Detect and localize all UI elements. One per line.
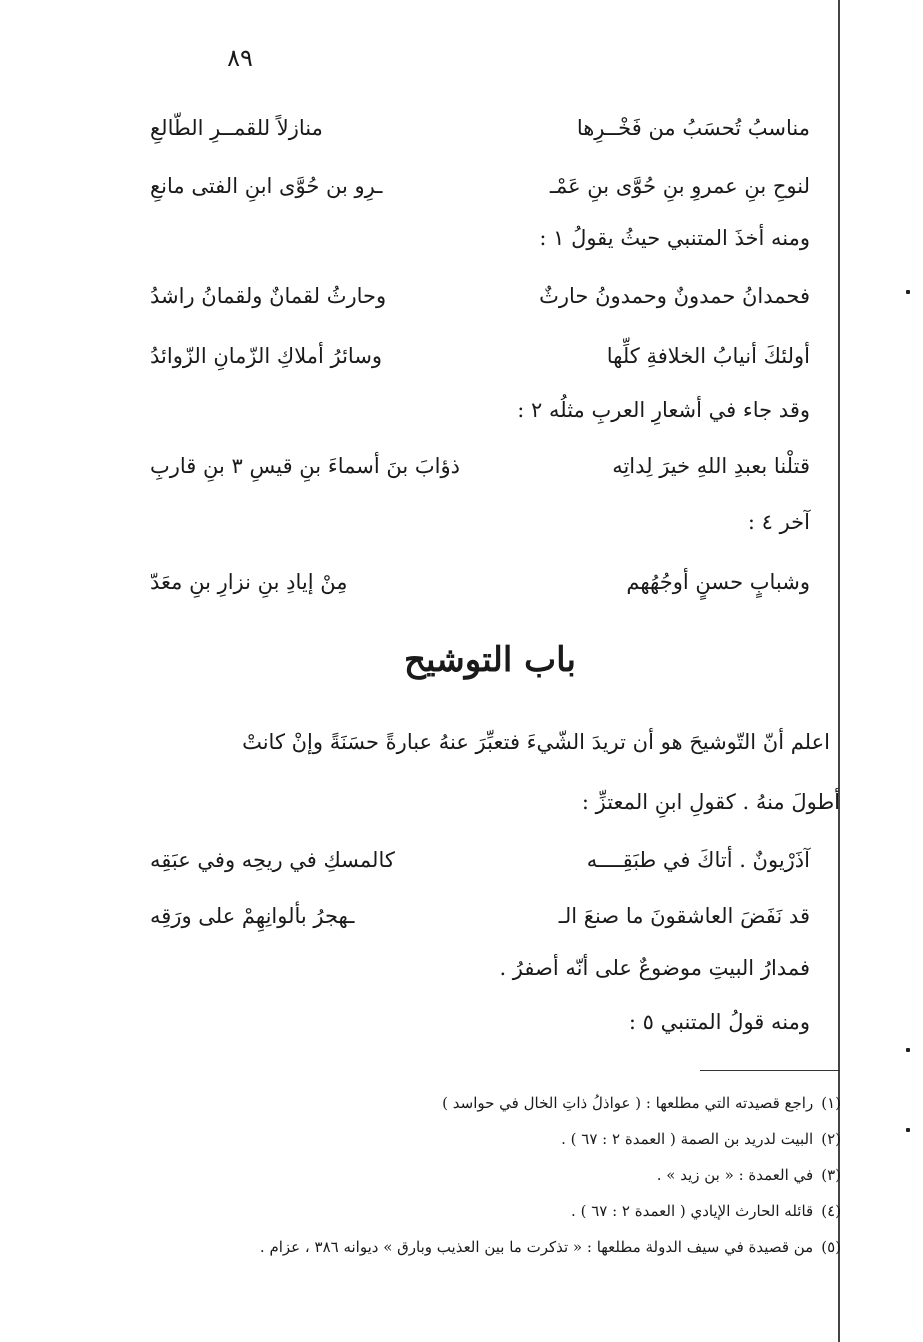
- verse-hemistich-second: ـرِو بن حُوَّى ابنِ الفتى مانعِ: [150, 174, 383, 198]
- margin-mark: [906, 290, 910, 294]
- verse-hemistich-first: قتلْنا بعبدِ اللهِ خيرَ لِداتِه: [612, 454, 810, 478]
- verse-line: [150, 440, 810, 494]
- verse-intro: وقد جاء في أشعارِ العربِ مثلُه ٢ :: [517, 398, 810, 422]
- verse-line: [150, 270, 810, 324]
- verse-hemistich-first: وشبابٍ حسنٍ أوجُهُهم: [626, 570, 810, 594]
- footnote-number: (٣): [821, 1166, 841, 1184]
- verse-hemistich-second: وحارثُ لقمانٌ ولقمانُ راشدُ: [150, 284, 387, 308]
- footnote-number: (٢): [821, 1130, 841, 1148]
- verse-line: [150, 556, 810, 610]
- verse-hemistich-first: أولئكَ أنيابُ الخلافةِ كلِّها: [606, 344, 810, 368]
- margin-mark: [906, 1128, 910, 1132]
- verse-hemistich-second: مِنْ إيادِ بنِ نزارِ بنِ معَدّ: [150, 570, 348, 594]
- footnote-text: البيت لدريد بن الصمة ( العمدة ٢ : ٦٧ ) .: [561, 1130, 814, 1148]
- verse-hemistich-first: مناسبُ تُحسَبُ من فَخْــرِها: [576, 116, 810, 140]
- paragraph-line: أطولَ منهُ . كقولِ ابنِ المعتزِّ :: [581, 790, 840, 814]
- page-number: ٨٩: [227, 44, 253, 72]
- footnote: [141, 1202, 841, 1220]
- margin-mark: [906, 1048, 910, 1052]
- verse-intro: ومنه قولُ المتنبي ٥ :: [628, 1010, 810, 1034]
- verse-line: [150, 102, 810, 156]
- footnote-number: (٤): [821, 1202, 841, 1220]
- footnote-text: من قصيدة في سيف الدولة مطلعها : « تذكرت ما بين العذيب وبارق » ديوانه ٣٨٦ ، عزام .: [259, 1238, 814, 1256]
- verse-intro: ومنه أخذَ المتنبي حيثُ يقولُ ١ :: [539, 226, 810, 250]
- footnote-separator: [700, 1070, 840, 1071]
- footnote: [141, 1166, 841, 1184]
- paragraph-line: فمدارُ البيتِ موضوعٌ على أنّه أصفرُ .: [499, 956, 810, 980]
- verse-line: [150, 160, 810, 214]
- verse-hemistich-first: قد نَفَضَ العاشقونَ ما صنعَ الـ: [558, 904, 810, 928]
- footnote: [141, 1094, 841, 1112]
- footnote: [141, 1130, 841, 1148]
- section-heading: باب التوشيح: [404, 640, 576, 680]
- verse-line: [150, 834, 810, 888]
- verse-intro: آخر ٤ :: [747, 510, 810, 534]
- verse-hemistich-first: فحمدانُ حمدونٌ وحمدونُ حارثٌ: [539, 284, 810, 308]
- verse-hemistich-second: منازلاً للقمــرِ الطّالعِ: [150, 116, 323, 140]
- footnote-text: في العمدة : « بن زيد » .: [656, 1166, 814, 1184]
- verse-hemistich-second: ـهجرُ بألوانِهِمْ على ورَقِه: [150, 904, 355, 928]
- verse-line: [150, 330, 810, 384]
- footnote-text: راجع قصيدته التي مطلعها : ( عواذلُ ذاتِ الخال في حواسد ): [442, 1094, 814, 1112]
- footnote-number: (٥): [821, 1238, 841, 1256]
- footnote-number: (١): [821, 1094, 841, 1112]
- verse-hemistich-second: ذؤابَ بنَ أسماءَ بنِ قيسِ ٣ بنِ قاربِ: [150, 454, 460, 478]
- verse-hemistich-second: كالمسكِ في ريحِه وفي عبَقِه: [150, 848, 395, 872]
- paragraph-line: اعلم أنّ التّوشيحَ هو أن تريدَ الشّيءَ فتعبِّرَ عنهُ عبارةً حسَنَةً وإنْ كانتْ: [242, 730, 830, 754]
- verse-line: [150, 890, 810, 944]
- footnote: [141, 1238, 841, 1256]
- verse-hemistich-second: وسائرُ أملاكِ الزّمانِ الزّوائدُ: [150, 344, 383, 368]
- footnote-text: قائله الحارث الإيادي ( العمدة ٢ : ٦٧ ) .: [571, 1202, 814, 1220]
- verse-hemistich-first: لنوحِ بنِ عمروِ بنِ حُوَّى بنِ عَمْـ: [549, 174, 810, 198]
- verse-hemistich-first: آذَرْيونٌ . أتاكَ في طبَقِــــه: [586, 848, 810, 872]
